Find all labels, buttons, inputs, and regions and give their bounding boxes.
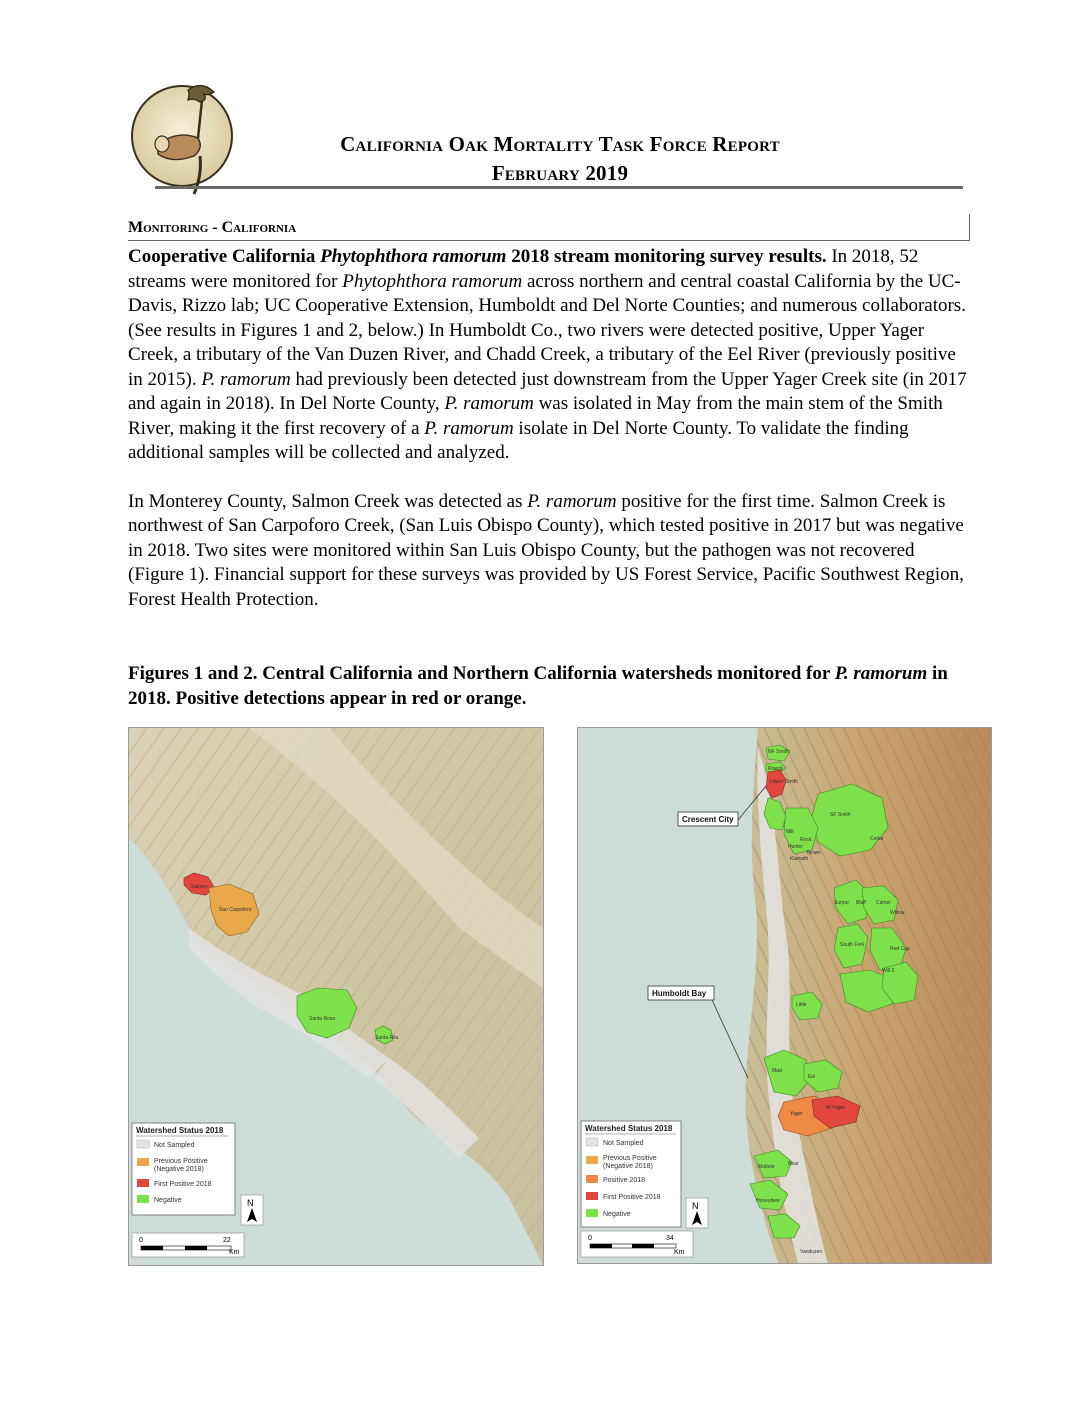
legend-swatch-first-positive [137, 1179, 149, 1187]
p2-text-b: positive for the first time. Salmon Creek is northwest of San Carpoforo Creek, (San Luis Obispo County), which tested positive in 2017 but was negative in 2018. Two sites were monitored within San Luis Obispo County, but the pathogen was not recovered (Figure 1). Financial support for these surveys was provided by US Forest Service, Pacific Southwest Region, Forest Health Protection. [128, 490, 964, 610]
caption-text-end: in 2018. Positive detections appear in red or orange. [128, 663, 948, 709]
legend-title: Watershed Status 2018 [136, 1126, 224, 1135]
map-label-san-carpoforo: San Carpoforo [219, 907, 252, 913]
map-label-np-smith: NF Smith [768, 749, 789, 755]
map-label-will2: Will 2 [882, 968, 895, 974]
map-label-honeydew: Honeydew [756, 1198, 780, 1204]
map-label-surpur: Surpur [834, 900, 850, 906]
legend-label: Not Sampled [603, 1140, 644, 1147]
legend-swatch-previous-positive [586, 1156, 598, 1164]
p1-text-b: across northern and central coastal California by the UC-Davis, Rizzo lab; UC Cooperative Extension, Humboldt and Del Norte Counties; and numerous collaborators. (See results in Figures 1 and 2, below.) In Humboldt Co., two rivers were detected positive, Upper Yager Creek, a tributary of the Van Duzen River, and Chadd Creek, a tributary of the Eel River (previously positive in 2015). [128, 270, 966, 390]
map-label-santa-rita: Santa Rita [375, 1035, 399, 1041]
map-label-bear: Bear [788, 1161, 799, 1167]
scale-start: 0 [139, 1237, 143, 1244]
legend-swatch-positive [586, 1175, 598, 1183]
map-label-terwer: Terwer [806, 850, 822, 856]
map-label-camel: Camel [876, 900, 891, 906]
caption-text: Figures 1 and 2. Central California and Northern California watersheds monitored for [128, 663, 835, 684]
p1-text-e: isolate in Del Norte County. To validate the finding additional samples will be collected and analyzed. [128, 417, 909, 463]
map-label-hunter: Hunter [788, 844, 804, 850]
map-label-mad: Mad [772, 1068, 782, 1074]
header-divider [155, 186, 963, 189]
map-label-eel: Eel [808, 1074, 816, 1080]
p1-species-3: P. ramorum [444, 393, 534, 414]
map-north-legend [581, 1121, 681, 1227]
section-heading: Monitoring - California [128, 219, 297, 236]
legend-label: Positive 2018 [603, 1177, 646, 1184]
task-force-logo [128, 70, 238, 200]
map-central-legend [132, 1123, 235, 1215]
map-label-salmon: Salmon [191, 884, 208, 890]
scale-unit: Km [674, 1249, 685, 1256]
map-label-little: Little [796, 1002, 807, 1008]
north-label: N [247, 1198, 254, 1208]
map-label-red-cap: Red Cap [890, 946, 910, 952]
map-label-willow: Willow [890, 910, 905, 916]
legend-label: Not Sampled [154, 1142, 195, 1149]
paragraph-1 [128, 245, 970, 466]
legend-label: Previous Positive [603, 1155, 657, 1162]
scale-end: 22 [223, 1237, 231, 1244]
p1-text-c: had previously been detected just downstream from the Upper Yager Creek site (in 2017 and again in 2018). In Del Norte County, [128, 368, 967, 414]
caption-species: P. ramorum [834, 663, 928, 684]
p2-text-a: In Monterey County, Salmon Creek was detected as [128, 490, 528, 512]
legend-label: (Negative 2018) [154, 1166, 204, 1173]
legend-swatch-first-positive [586, 1192, 598, 1200]
legend-swatch-not-sampled [586, 1138, 598, 1146]
legend-swatch-previous-positive [137, 1158, 149, 1166]
legend-label: (Negative 2018) [603, 1163, 653, 1170]
lead-text: Cooperative California [128, 246, 321, 267]
map-label-yager: Yager [790, 1111, 803, 1117]
legend-swatch-negative [137, 1195, 149, 1203]
report-title-line1: California Oak Mortality Task Force Report [340, 132, 780, 156]
callout-crescent-label: Crescent City [682, 815, 734, 824]
lead-species: Phytophthora ramorum [320, 246, 507, 267]
p1-species: Phytophthora ramorum [342, 270, 523, 292]
map-label-cedar: Cedar [870, 836, 884, 842]
legend-swatch-negative [586, 1209, 598, 1217]
legend-label: Negative [154, 1197, 182, 1204]
report-title-line2: February 2019 [491, 161, 629, 185]
north-arrow-icon [686, 1198, 708, 1228]
map-central-california [128, 727, 544, 1266]
p1-species-2: P. ramorum [201, 368, 291, 390]
legend-label: First Positive 2018 [154, 1181, 212, 1188]
map-label-santa-rosa: Santa Rosa [309, 1016, 336, 1022]
map-label-w-yager: W Yager [826, 1105, 845, 1111]
map-label-sf-smith: SF Smith [830, 812, 851, 818]
map-label-mattole: Mattole [758, 1164, 775, 1170]
north-arrow-icon [241, 1195, 263, 1225]
section-divider [128, 240, 970, 241]
scale-bar [132, 1233, 244, 1257]
legend-label: Previous Positive [154, 1158, 208, 1165]
callout-humboldt-label: Humboldt Bay [652, 989, 707, 998]
map-label-mill: Mill [786, 829, 794, 835]
p1-text-d: was isolated in May from the main stem of the Smith River, making it the first recovery of a [128, 393, 943, 439]
legend-title: Watershed Status 2018 [585, 1124, 673, 1133]
map-label-vanduzen: Vanduzen [800, 1249, 823, 1255]
figure-caption [128, 662, 970, 711]
map-label-rowdy: Rowdy [768, 766, 784, 772]
p1-species-4: P. ramorum [424, 417, 514, 439]
north-label: N [692, 1201, 699, 1211]
report-title [260, 130, 860, 188]
scale-unit: Km [229, 1249, 240, 1256]
map-label-klamath: Klamath [790, 856, 809, 862]
p2-species: P. ramorum [527, 490, 617, 512]
scale-end: 34 [666, 1235, 674, 1242]
article-body [128, 245, 970, 612]
lead-text-end: 2018 stream monitoring survey results. [506, 246, 827, 267]
scale-start: 0 [588, 1235, 592, 1242]
paragraph-2 [128, 490, 970, 613]
p1-text-a: In 2018, 52 streams were monitored for [128, 246, 919, 292]
article-lead [128, 246, 827, 267]
legend-swatch-not-sampled [137, 1140, 149, 1148]
legend-label: Negative [603, 1211, 631, 1218]
map-label-bluff: Bluff [856, 900, 866, 906]
scale-bar [581, 1231, 693, 1257]
map-label-rock: Rock [800, 837, 812, 843]
map-northern-california [577, 727, 992, 1264]
legend-label: First Positive 2018 [603, 1194, 661, 1201]
section-divider-tick [969, 214, 970, 241]
map-label-south-fork: South Fork [840, 942, 865, 948]
map-label-lower-smith: Lower Smith [770, 779, 798, 785]
